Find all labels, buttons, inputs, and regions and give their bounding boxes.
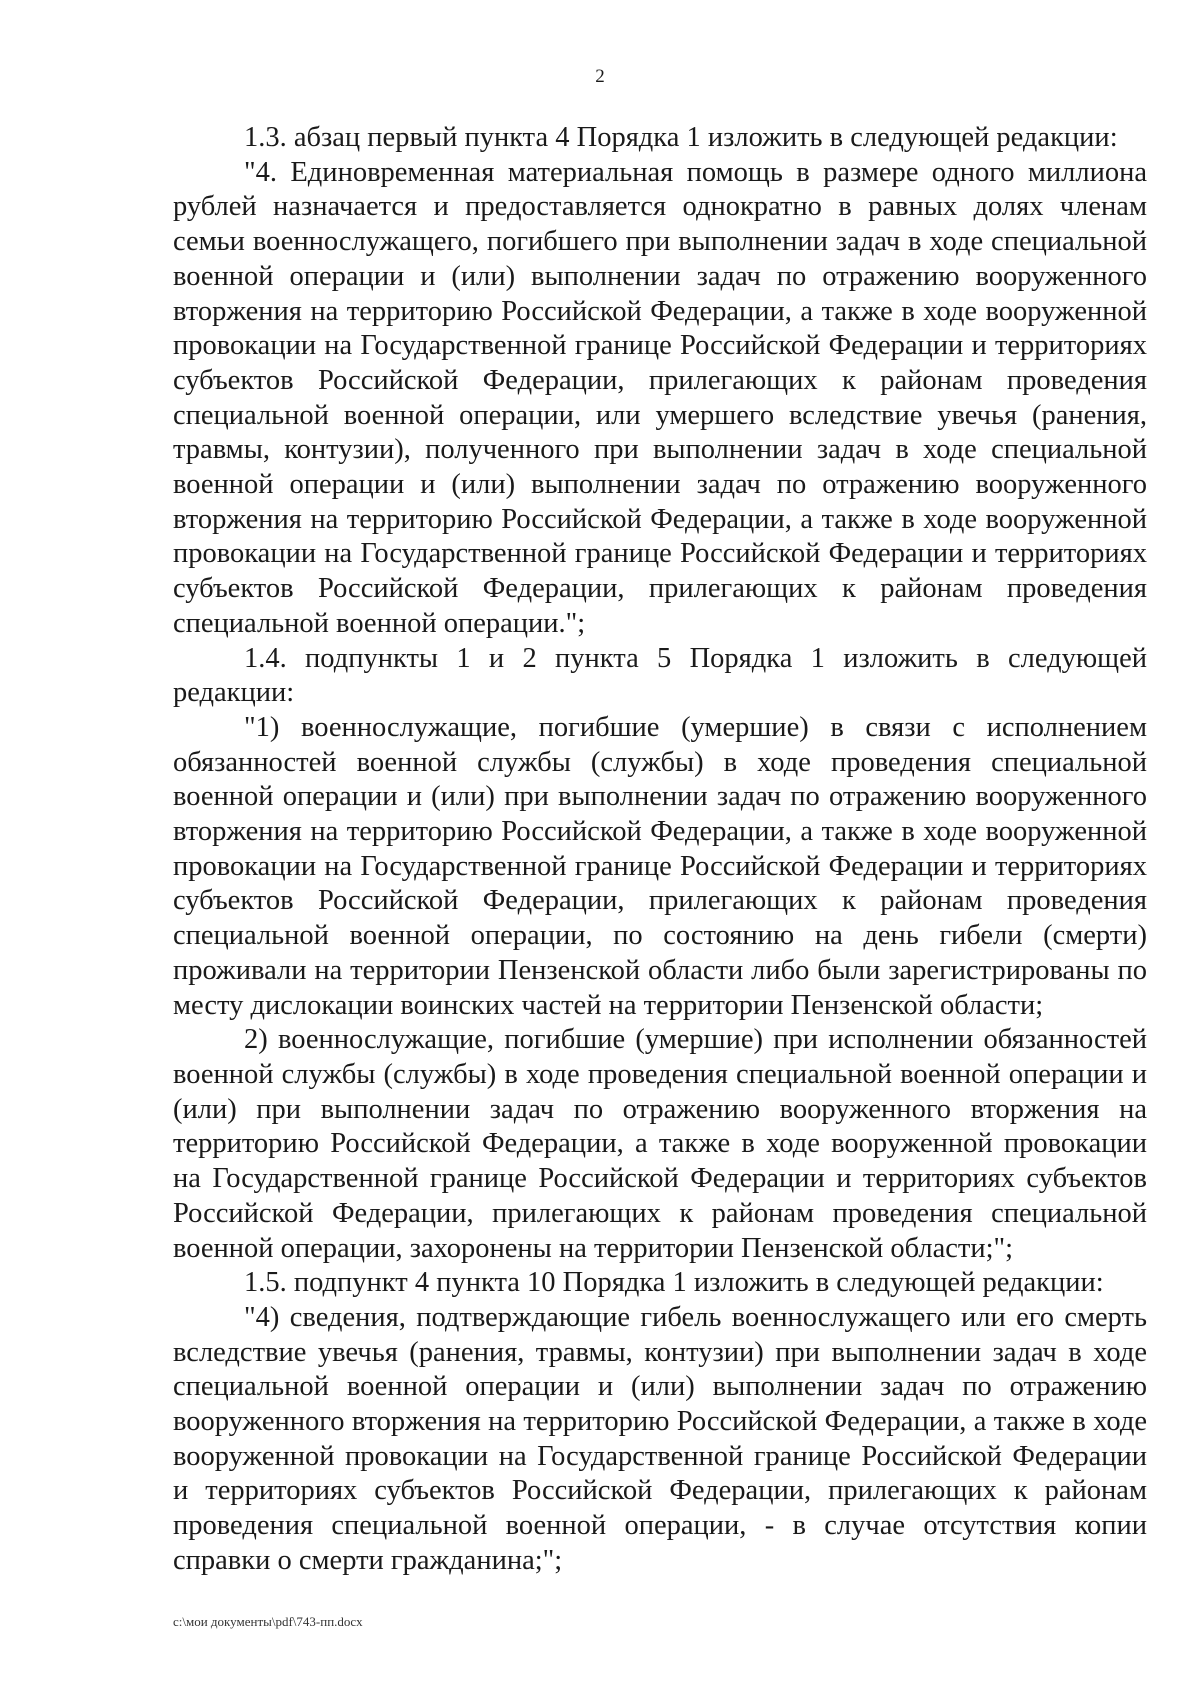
paragraph-quote-4: "4. Единовременная материальная помощь в размере одного миллиона рублей назначается и предоставляется однократно в равных долях членам семьи военнослужащего, погибшего при выполнении задач в ходе специальной военной операции и (или) выполнении задач по отражению вооруженного вторжения на территорию Российской Федерации, а также в ходе вооруженной провокации на Государственной границе Российской Федерации и территориях субъектов Российской Федерации, прилегающих к районам проведения специальной военной операции, или умершего вследствие увечья (ранения, травмы, контузии), полученного при выполнении задач в ходе специальной военной операции и (или) выполнении задач по отражению вооруженного вторжения на территорию Российской Федерации, а также в ходе вооруженной провокации на Государственной границе Российской Федерации и территориях субъектов Российской Федерации, прилегающих к районам проведения специальной военной операции."; xyxy=(173,156,1147,639)
paragraph-subitem-1: "1) военнослужащие, погибшие (умершие) в связи с исполнением обязанностей военной службы (службы) в ходе проведения специальной военной операции и (или) при выполнении задач по отражению вооруженного вторжения на территорию Российской Федерации, а также в ходе вооруженной провокации на Государственной границе Российской Федерации и территориях субъектов Российской Федерации, прилегающих к районам проведения специальной военной операции, по состоянию на день гибели (смерти) проживали на территории Пензенской области либо были зарегистрированы по месту дислокации воинских частей на территории Пензенской области; xyxy=(173,711,1147,1021)
page-number: 2 xyxy=(595,66,605,87)
paragraph-subitem-2: 2) военнослужащие, погибшие (умершие) при исполнении обязанностей военной службы (службы) в ходе проведения специальной военной операции и (или) при выполнении задач по отражению вооруженного вторжения на территорию Российской Федерации, а также в ходе вооруженной провокации на Государственной границе Российской Федерации и территориях субъектов Российской Федерации, прилегающих к районам проведения специальной военной операции, захоронены на территории Пензенской области;"; xyxy=(173,1024,1147,1264)
paragraph-1-3: 1.3. абзац первый пункта 4 Порядка 1 изложить в следующей редакции: xyxy=(244,122,1118,153)
paragraph-subitem-4: "4) сведения, подтверждающие гибель военнослужащего или его смерть вследствие увечья (ранения, травмы, контузии) при выполнении задач в ходе специальной военной операции и (или) выполнении задач по отражению вооруженного вторжения на территорию Российской Федерации, а также в ходе вооруженной провокации на Государственной границе Российской Федерации и территориях субъектов Российской Федерации, прилегающих к районам проведения специальной военной операции, - в случае отсутствия копии справки о смерти гражданина;"; xyxy=(173,1301,1147,1576)
document-body xyxy=(173,121,1147,1579)
paragraph-1-5: 1.5. подпункт 4 пункта 10 Порядка 1 изложить в следующей редакции: xyxy=(244,1267,1104,1299)
paragraph-1-4: 1.4. подпункты 1 и 2 пункта 5 Порядка 1 изложить в следующей редакции: xyxy=(173,642,1147,709)
footer-file-path: c:\мои документы\pdf\743-пп.docx xyxy=(173,1614,363,1629)
